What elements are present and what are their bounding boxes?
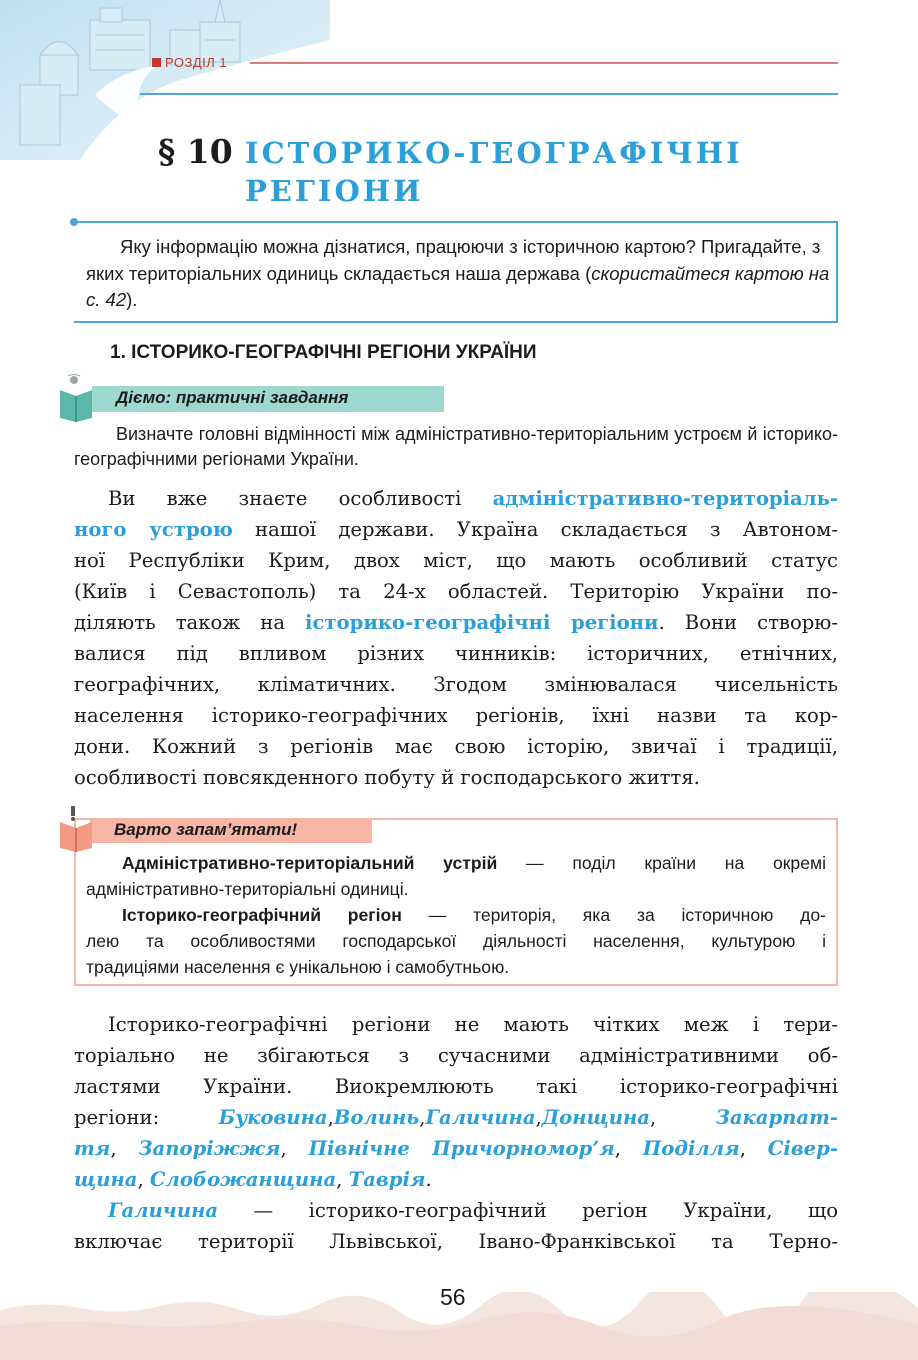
title-line-1: ІСТОРИКО-ГЕОГРАФІЧНІ [245,136,743,170]
section-label: РОЗДІЛ 1 [152,55,227,70]
body-line: ластями України. Виокремлюють такі історико-географічні [74,1075,838,1098]
intro-questions: Яку інформацію можна дізнатися, працюючи з історичною картою? Пригадайте, з яких територіальних одиниць складається наша держава (скористайтеся картою на с. 42). [86,236,830,310]
definition-line: Історико-географічний регіон — територія, яка за історичною до- [122,905,827,925]
definition-line: лею та особливостями господарської діяльності населення, культурою і [86,931,826,951]
definition-line: адміністративно-територіальні одиниці. [86,879,409,899]
header-red-rule [250,62,838,64]
practice-task-text: Визначте головні відмінності між адміністративно-територіальним устроєм й історико-географічними регіонами України. [74,424,838,469]
body-line: Галичина — історико-географічний регіон України, що [108,1199,838,1222]
body-line: (Київ і Севастополь) та 24-х областей. Територію України по- [74,580,838,603]
body-line: ного устрою нашої держави. Україна складається з Автоном- [74,518,838,541]
body-line: ної Республіки Крим, двох міст, що мають особливий статус [74,549,838,572]
body-line: тя, Запоріжжя, Північне Причорномор’я, Поділля, Сівер- [74,1137,838,1160]
body-line: населення історико-географічних регіонів, їхні назви та кор- [74,704,838,727]
practice-label-text: Діємо: практичні завдання [116,388,349,407]
body-line: регіони: Буковина,Волинь,Галичина,Донщина, Закарпат- [74,1106,838,1129]
section-square-icon [152,58,161,67]
paragraph-number: § 10 [158,132,233,171]
body-line: особливості повсякденного побуту й господарського життя. [74,766,700,789]
header-blue-rule [140,93,838,95]
remember-label-text: Варто запам’ятати! [114,820,298,839]
body-line: включає території Львівської, Івано-Франківської та Терно- [74,1230,838,1253]
definition-line: традиціями населення є унікальною і самобутньою. [86,957,510,977]
title-line-2: РЕГІОНИ [245,174,424,208]
body-line: Ви вже знаєте особливості адміністративно-територіаль- [108,487,838,510]
page-number: 56 [440,1284,466,1310]
body-line: дони. Кожний з регіонів має свою історію, звичаї і традиції, [74,735,838,758]
body-line: щина, Слобожанщина, Таврія. [74,1168,432,1191]
body-line: валися під впливом різних чинників: історичних, етнічних, [74,642,838,665]
section-heading: 1. ІСТОРИКО-ГЕОГРАФІЧНІ РЕГІОНИ УКРАЇНИ [110,342,537,363]
body-line: діляють також на історико-географічні регіони. Вони створю- [74,611,838,634]
book-icon [56,372,96,422]
body-line: Історико-географічні регіони не мають чітких меж і тери- [108,1013,838,1036]
page-title [245,134,743,210]
exclamation-book-icon [56,806,96,852]
body-line: торіально не збігаються з сучасними адміністративними об- [74,1044,838,1067]
definition-line: Адміністративно-територіальний устрій — поділ країни на окремі [122,853,826,873]
body-line: географічних, кліматичних. Згодом змінювалася чисельність [74,673,838,696]
